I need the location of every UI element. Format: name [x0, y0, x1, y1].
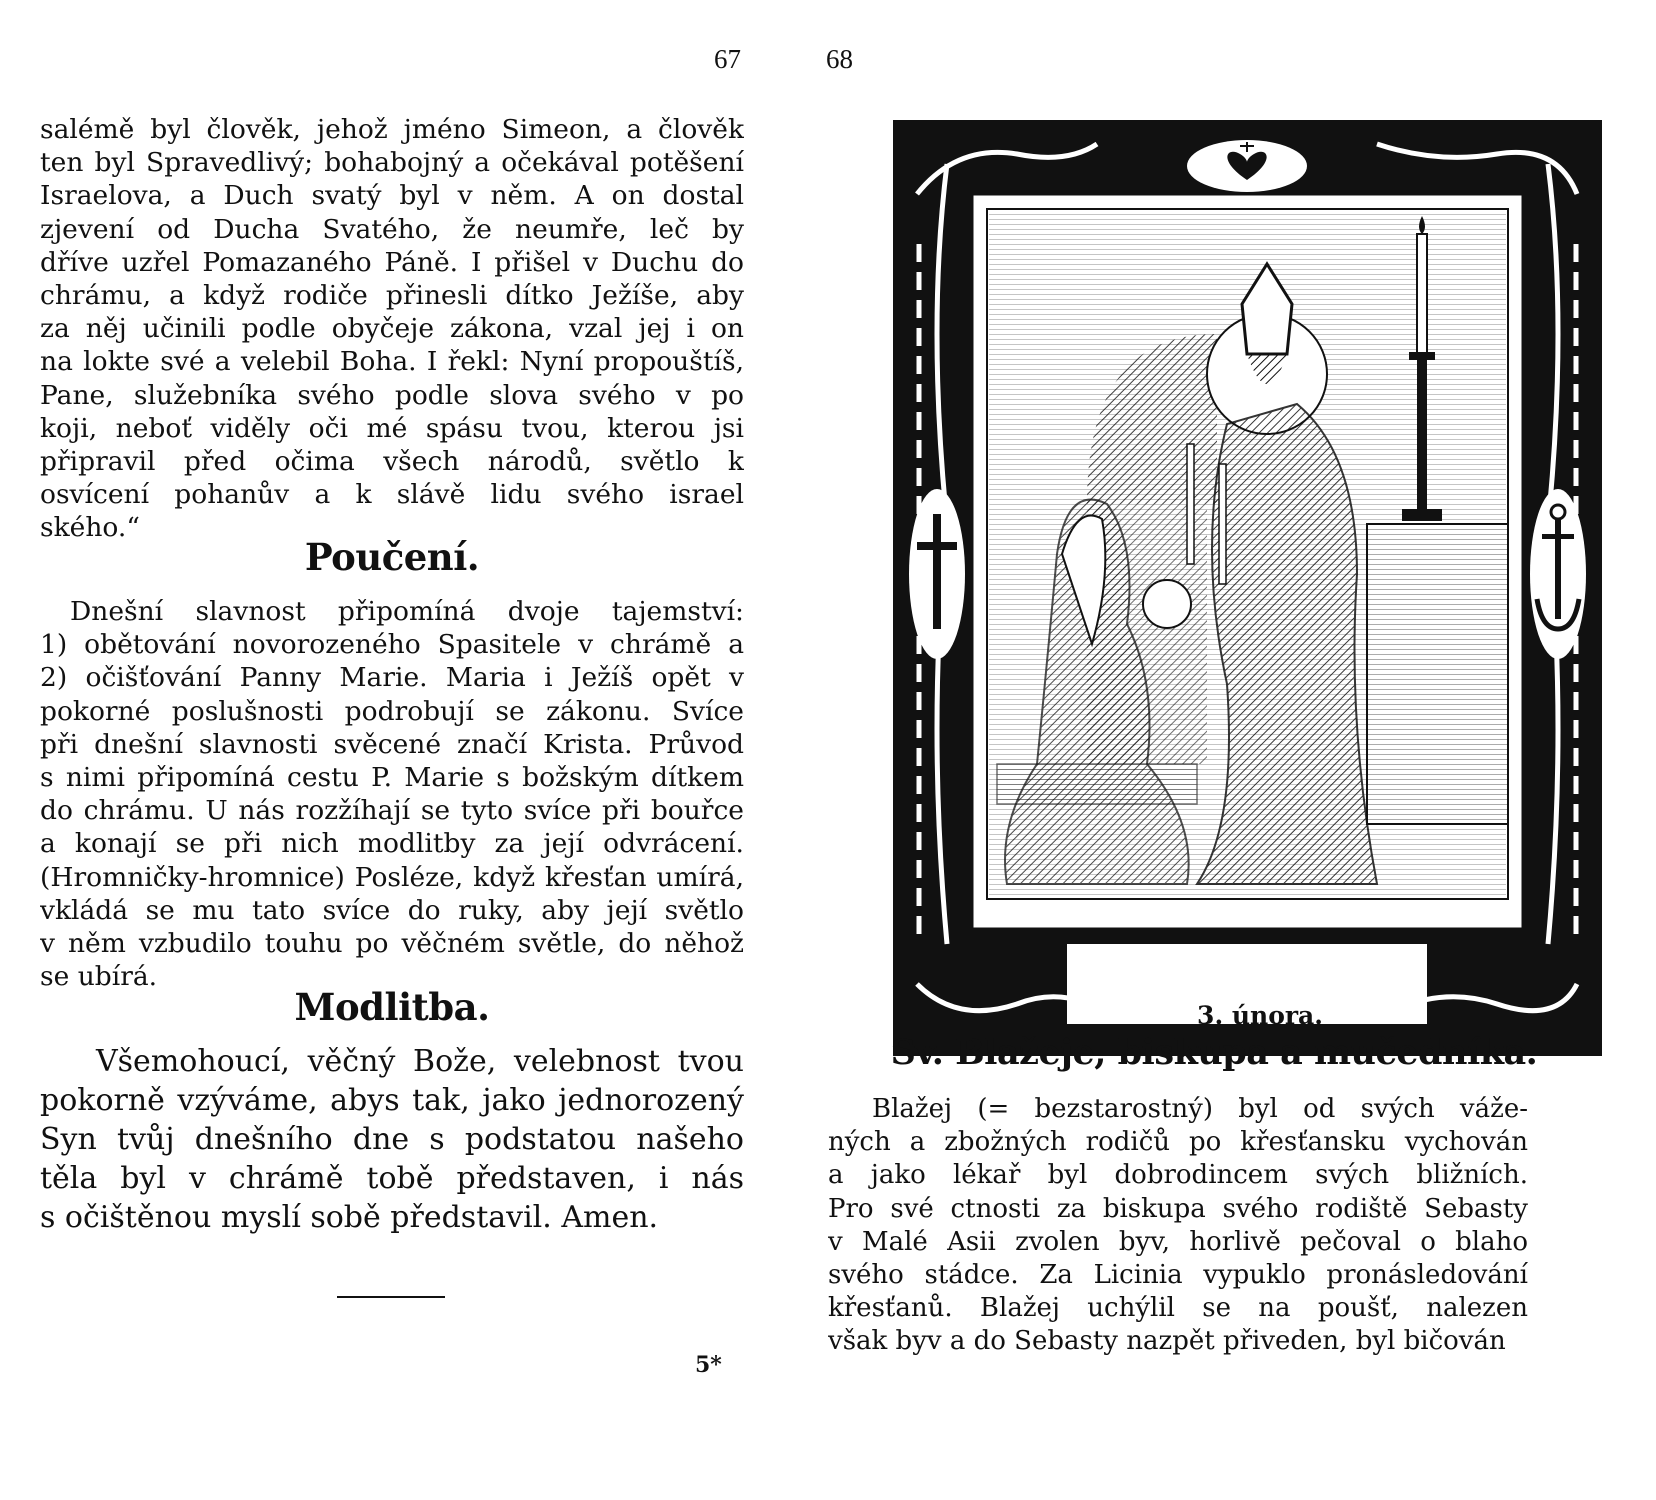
- text-line: se ubírá.: [40, 961, 158, 993]
- text-line: chrámu, a když rodiče přinesli dítko Ježíše, aby: [40, 280, 744, 312]
- signature-mark: 5*: [695, 1352, 722, 1378]
- text-line: pokorné poslušnosti podrobují se zákonu. Svíce: [40, 695, 744, 727]
- text-line: pokorně vzýváme, abys tak, jako jednorozený: [40, 1083, 744, 1118]
- text-line: s nimi připomíná cestu P. Marie s božským dítkem: [40, 762, 744, 794]
- text-line: ského.“: [40, 512, 140, 544]
- heading-modlitba: Modlitba.: [294, 985, 490, 1029]
- saint-text: [828, 1093, 1528, 1359]
- text-line: Blažej (= bezstarostný) byl od svých váže-: [872, 1094, 1528, 1124]
- text-line: Všemohoucí, věčný Bože, velebnost tvou: [96, 1044, 744, 1079]
- text-line: (Hromničky-hromnice) Posléze, když křesťan umírá,: [40, 861, 744, 893]
- text-line: Israelova, a Duch svatý byl v něm. A on dostal: [40, 180, 744, 212]
- text-line: Syn tvůj dnešního dne s podstatou našeho: [40, 1122, 744, 1157]
- text-line: připravil před očima všech národů, světlo k: [40, 446, 744, 478]
- modlitba-text: [40, 1042, 744, 1237]
- text-line: svého stádce. Za Licinia vypuklo pronásledování: [828, 1260, 1528, 1291]
- text-line: koji, neboť viděly oči mé spásu tvou, kterou jsi: [40, 412, 744, 444]
- text-line: 1) obětování novorozeného Spasitele v chrámě a: [40, 629, 744, 661]
- illustration-frame: [893, 120, 1602, 1056]
- section-divider: [337, 1296, 445, 1298]
- text-line: křesťanů. Blažej uchýlil se na poušť, nalezen: [828, 1293, 1528, 1324]
- text-line: ten byl Spravedlivý; bohabojný a očekával potěšení: [40, 147, 744, 179]
- text-line: Pane, služebníka svého podle slova svého v po: [40, 379, 744, 411]
- text-line: na lokte své a velebil Boha. I řekl: Nyní propouštíš,: [40, 346, 744, 378]
- text-line: osvícení pohanův a k slávě lidu svého israel: [40, 479, 744, 511]
- text-line: Pro své ctnosti za biskupa svého rodiště Sebasty: [828, 1193, 1528, 1224]
- text-line: však byv a do Sebasty nazpět přiveden, byl bičován: [828, 1326, 1506, 1357]
- text-line: a konají se při nich modlitby za její odvrácení.: [40, 828, 744, 860]
- pouceni-text: [40, 595, 744, 993]
- text-line: do chrámu. U nás rozžíhají se tyto svíce při bouřce: [40, 795, 744, 827]
- text-line: v něm vzbudilo touhu po věčném světle, do něhož: [40, 928, 744, 960]
- page-number-right: 68: [826, 44, 853, 74]
- text-line: při dnešní slavnosti svěcené značí Krista. Průvod: [40, 728, 744, 760]
- text-line: 2) očišťování Panny Marie. Maria i Ježíš opět v: [40, 662, 744, 694]
- illustration-caption: 3. února.: [1197, 1001, 1323, 1030]
- text-line: vkládá se mu tato svíce do ruky, aby její světlo: [40, 894, 744, 926]
- text-line: za něj učinili podle obyčeje zákona, vzal jej i on: [40, 313, 744, 345]
- gospel-text: [40, 113, 744, 545]
- engraving-illustration: [897, 124, 1598, 1052]
- text-line: salémě byl člověk, jehož jméno Simeon, a člověk: [40, 114, 744, 145]
- text-line: s očištěnou myslí sobě představil. Amen.: [40, 1200, 659, 1235]
- text-line: v Malé Asii zvolen byv, horlivě pečoval o blaho: [828, 1226, 1528, 1257]
- heading-pouceni: Poučení.: [304, 535, 480, 579]
- text-line: dříve uzřel Pomazaného Páně. I přišel v Duchu do: [40, 246, 744, 278]
- text-line: zjevení od Ducha Svatého, že neumře, leč by: [40, 213, 744, 245]
- text-line: Dnešní slavnost připomíná dvoje tajemství:: [70, 596, 744, 627]
- text-line: ných a zbožných rodičů po křesťansku vychován: [828, 1127, 1528, 1158]
- heading-saint: Sv. Blažeje, biskupa a mučedníka.: [890, 1032, 1538, 1073]
- page-number-left: 67: [714, 44, 741, 74]
- text-line: těla byl v chrámě tobě představen, i nás: [40, 1161, 744, 1196]
- text-line: a jako lékař byl dobrodincem svých bližních.: [828, 1160, 1528, 1191]
